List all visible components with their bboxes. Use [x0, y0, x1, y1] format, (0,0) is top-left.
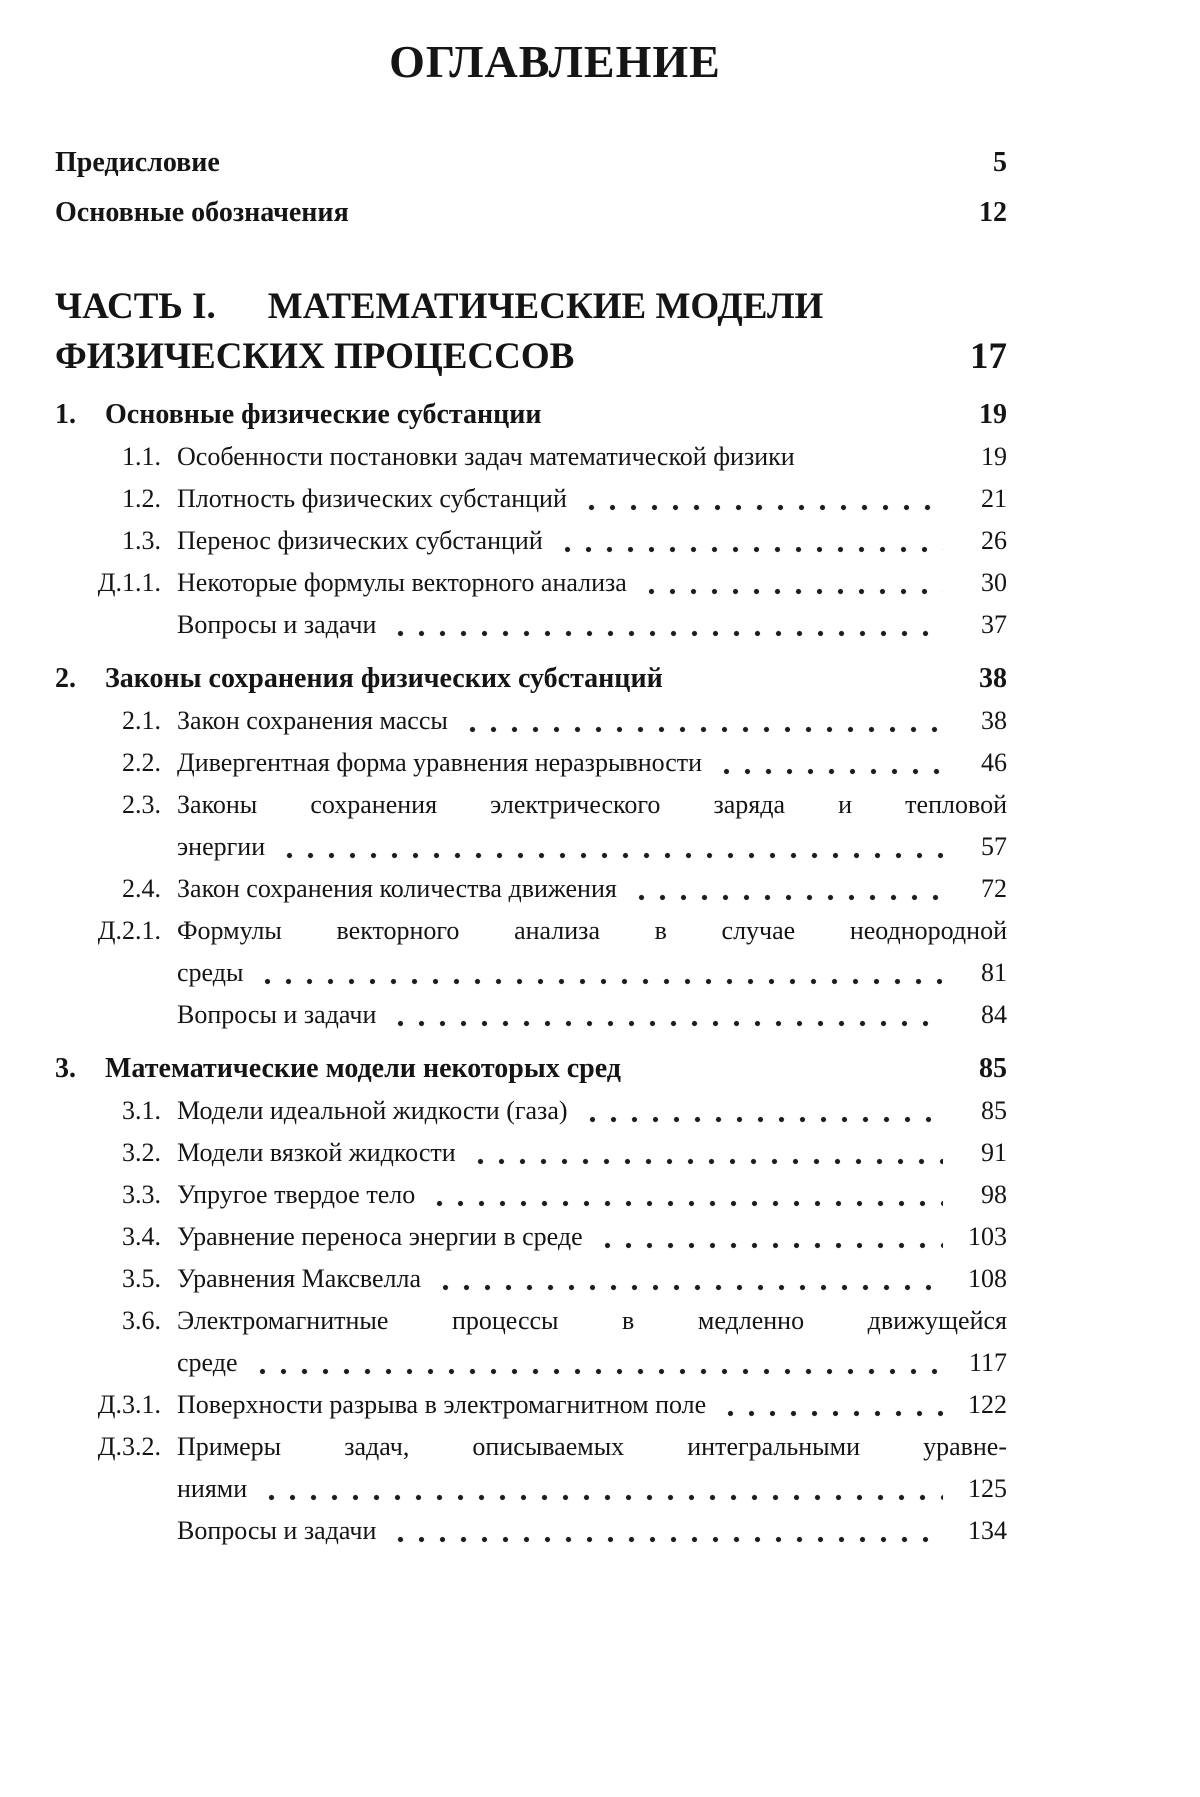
toc-entry-title: Основные обозначения [55, 197, 349, 228]
toc-entry-title: Законы сохранения электрического заряда и тепловой [177, 790, 1007, 819]
toc-entry-page: 38 [981, 706, 1007, 735]
toc-entry-title: Перенос физических субстанций [177, 526, 543, 555]
toc-entry-page: 108 [968, 1264, 1007, 1293]
dot-leader [837, 282, 999, 332]
toc-row [55, 910, 1007, 952]
toc-entry-page: 81 [981, 958, 1007, 987]
toc-row [55, 1132, 1007, 1174]
toc-entry-title: Формулы векторного анализа в случае неоднородной [177, 916, 1007, 945]
toc-entry-page: 85 [981, 1096, 1007, 1125]
toc-entry-title: Модели вязкой жидкости [177, 1138, 456, 1167]
toc-entry-page: 72 [981, 874, 1007, 903]
toc-entry-number: 3.3. [122, 1180, 161, 1209]
toc-entry-title: среде [177, 1348, 238, 1377]
toc-entry-page: 30 [981, 568, 1007, 597]
toc-entry-title: Модели идеальной жидкости (газа) [177, 1096, 568, 1125]
toc-entry-title: Законы сохранения физических субстанций [105, 663, 663, 694]
toc-entry-title: МАТЕМАТИЧЕСКИЕ МОДЕЛИ [267, 286, 824, 327]
toc-entry-title: Предисловие [55, 147, 220, 178]
toc-entry-title: Вопросы и задачи [177, 610, 377, 639]
toc-entry-title: энергии [177, 832, 266, 861]
toc-entry-title: Уравнения Максвелла [177, 1264, 422, 1293]
toc-entry-page: 21 [981, 484, 1007, 513]
toc-row [55, 742, 1007, 784]
dot-leader [641, 562, 943, 604]
dot-leader [390, 1510, 943, 1552]
dot-leader [234, 138, 943, 188]
toc-entry-number: 1. [55, 399, 76, 430]
toc-entry-title: Основные физические субстанции [105, 399, 542, 430]
dot-leader [363, 188, 943, 238]
dot-leader [257, 952, 943, 994]
toc-entry-page: 134 [968, 1516, 1007, 1545]
toc-entry-number: 3. [55, 1053, 76, 1084]
dot-leader [261, 1468, 943, 1510]
toc-entry-number: 3.6. [122, 1306, 161, 1335]
toc-entry-page: 5 [993, 147, 1007, 178]
dot-leader [588, 332, 943, 382]
toc-row [55, 1384, 1007, 1426]
table-of-contents [55, 138, 1007, 1552]
toc-entry-page: 85 [979, 1053, 1007, 1084]
toc-entry-title: Вопросы и задачи [177, 1516, 377, 1545]
dot-leader [720, 1384, 943, 1426]
toc-entry-page: 12 [979, 197, 1007, 228]
toc-row [55, 1342, 1007, 1384]
dot-leader [635, 1048, 943, 1090]
dot-leader [435, 1258, 943, 1300]
toc-row [55, 520, 1007, 562]
toc-row [55, 952, 1007, 994]
toc-entry-title: Вопросы и задачи [177, 1000, 377, 1029]
toc-entry-page: 19 [981, 442, 1007, 471]
page-title: ОГЛАВЛЕНИЕ [389, 36, 721, 87]
dot-leader [597, 1216, 943, 1258]
toc-entry-title: Поверхности разрыва в электромагнитном поле [177, 1390, 707, 1419]
toc-entry-title: Электромагнитные процессы в медленно движущейся [177, 1306, 1007, 1335]
toc-entry-number: ЧАСТЬ I. [55, 286, 216, 327]
toc-row [55, 436, 1007, 478]
toc-row [55, 658, 1007, 700]
toc-entry-title: Уравнение переноса энергии в среде [177, 1222, 583, 1251]
toc-row [55, 1510, 1007, 1552]
toc-row [55, 604, 1007, 646]
toc-row [55, 1090, 1007, 1132]
toc-entry-page: 91 [981, 1138, 1007, 1167]
dot-leader [716, 742, 943, 784]
toc-entry-page: 17 [970, 336, 1007, 377]
toc-row [55, 826, 1007, 868]
toc-entry-title: ФИЗИЧЕСКИХ ПРОЦЕССОВ [55, 336, 575, 377]
toc-entry-number: 3.4. [122, 1222, 161, 1251]
dot-leader [581, 478, 943, 520]
toc-row [55, 562, 1007, 604]
dot-leader [279, 826, 943, 868]
toc-entry-number: Д.3.2. [97, 1432, 161, 1461]
toc-entry-page: 37 [981, 610, 1007, 639]
toc-row [55, 868, 1007, 910]
toc-entry-page: 117 [968, 1348, 1007, 1377]
toc-entry-title: Плотность физических субстанций [177, 484, 567, 513]
dot-leader [677, 658, 943, 700]
toc-entry-page: 84 [981, 1000, 1007, 1029]
toc-row [55, 700, 1007, 742]
toc-entry-number: 1.3. [122, 526, 161, 555]
toc-entry-number: Д.1.1. [97, 568, 161, 597]
dot-leader [390, 994, 943, 1036]
toc-entry-title: среды [177, 958, 244, 987]
toc-entry-title: Особенности постановки задач математической физики [177, 442, 795, 471]
dot-leader [582, 1090, 943, 1132]
toc-entry-page: 103 [968, 1222, 1007, 1251]
toc-entry-number: 2.1. [122, 706, 161, 735]
toc-entry-title: Закон сохранения количества движения [177, 874, 617, 903]
toc-row [55, 1426, 1007, 1468]
dot-leader [390, 604, 943, 646]
toc-entry-number: 1.1. [122, 442, 161, 471]
dot-leader [429, 1174, 943, 1216]
toc-entry-page: 19 [979, 399, 1007, 430]
dot-leader [631, 868, 943, 910]
toc-entry-number: 2.3. [122, 790, 161, 819]
toc-row [55, 1174, 1007, 1216]
toc-row [55, 1300, 1007, 1342]
toc-entry-title: ниями [177, 1474, 248, 1503]
toc-entry-number: 2.4. [122, 874, 161, 903]
toc-entry-number: 2. [55, 663, 76, 694]
toc-row [55, 394, 1007, 436]
toc-entry-title: Упругое твердое тело [177, 1180, 416, 1209]
toc-entry-number: 2.2. [122, 748, 161, 777]
toc-entry-title: Дивергентная форма уравнения неразрывности [177, 748, 703, 777]
dot-leader [252, 1342, 943, 1384]
toc-entry-number: 3.2. [122, 1138, 161, 1167]
toc-entry-title: Математические модели некоторых сред [105, 1053, 621, 1084]
toc-row [55, 784, 1007, 826]
toc-entry-title: Некоторые формулы векторного анализа [177, 568, 627, 597]
toc-row [55, 188, 1007, 238]
dot-leader [557, 520, 943, 562]
toc-entry-number: 3.1. [122, 1096, 161, 1125]
dot-leader [470, 1132, 943, 1174]
dot-leader [462, 700, 943, 742]
toc-row [55, 1048, 1007, 1090]
toc-entry-page: 26 [981, 526, 1007, 555]
dot-leader [809, 436, 943, 478]
toc-row [55, 138, 1007, 188]
toc-entry-title: Примеры задач, описываемых интегральными уравне- [177, 1432, 1007, 1461]
toc-entry-number: 1.2. [122, 484, 161, 513]
toc-entry-page: 46 [981, 748, 1007, 777]
toc-entry-number: Д.2.1. [97, 916, 161, 945]
toc-row [55, 1216, 1007, 1258]
toc-entry-page: 98 [981, 1180, 1007, 1209]
toc-entry-number: Д.3.1. [97, 1390, 161, 1419]
toc-row [55, 1468, 1007, 1510]
toc-entry-page: 57 [981, 832, 1007, 861]
toc-entry-title: Закон сохранения массы [177, 706, 448, 735]
toc-row [55, 478, 1007, 520]
toc-entry-number: 3.5. [122, 1264, 161, 1293]
toc-entry-page: 122 [968, 1390, 1007, 1419]
dot-leader [556, 394, 943, 436]
toc-row [55, 282, 1007, 332]
toc-entry-page: 38 [979, 663, 1007, 694]
toc-row [55, 994, 1007, 1036]
toc-entry-page: 125 [968, 1474, 1007, 1503]
toc-row [55, 1258, 1007, 1300]
toc-row [55, 332, 1007, 382]
